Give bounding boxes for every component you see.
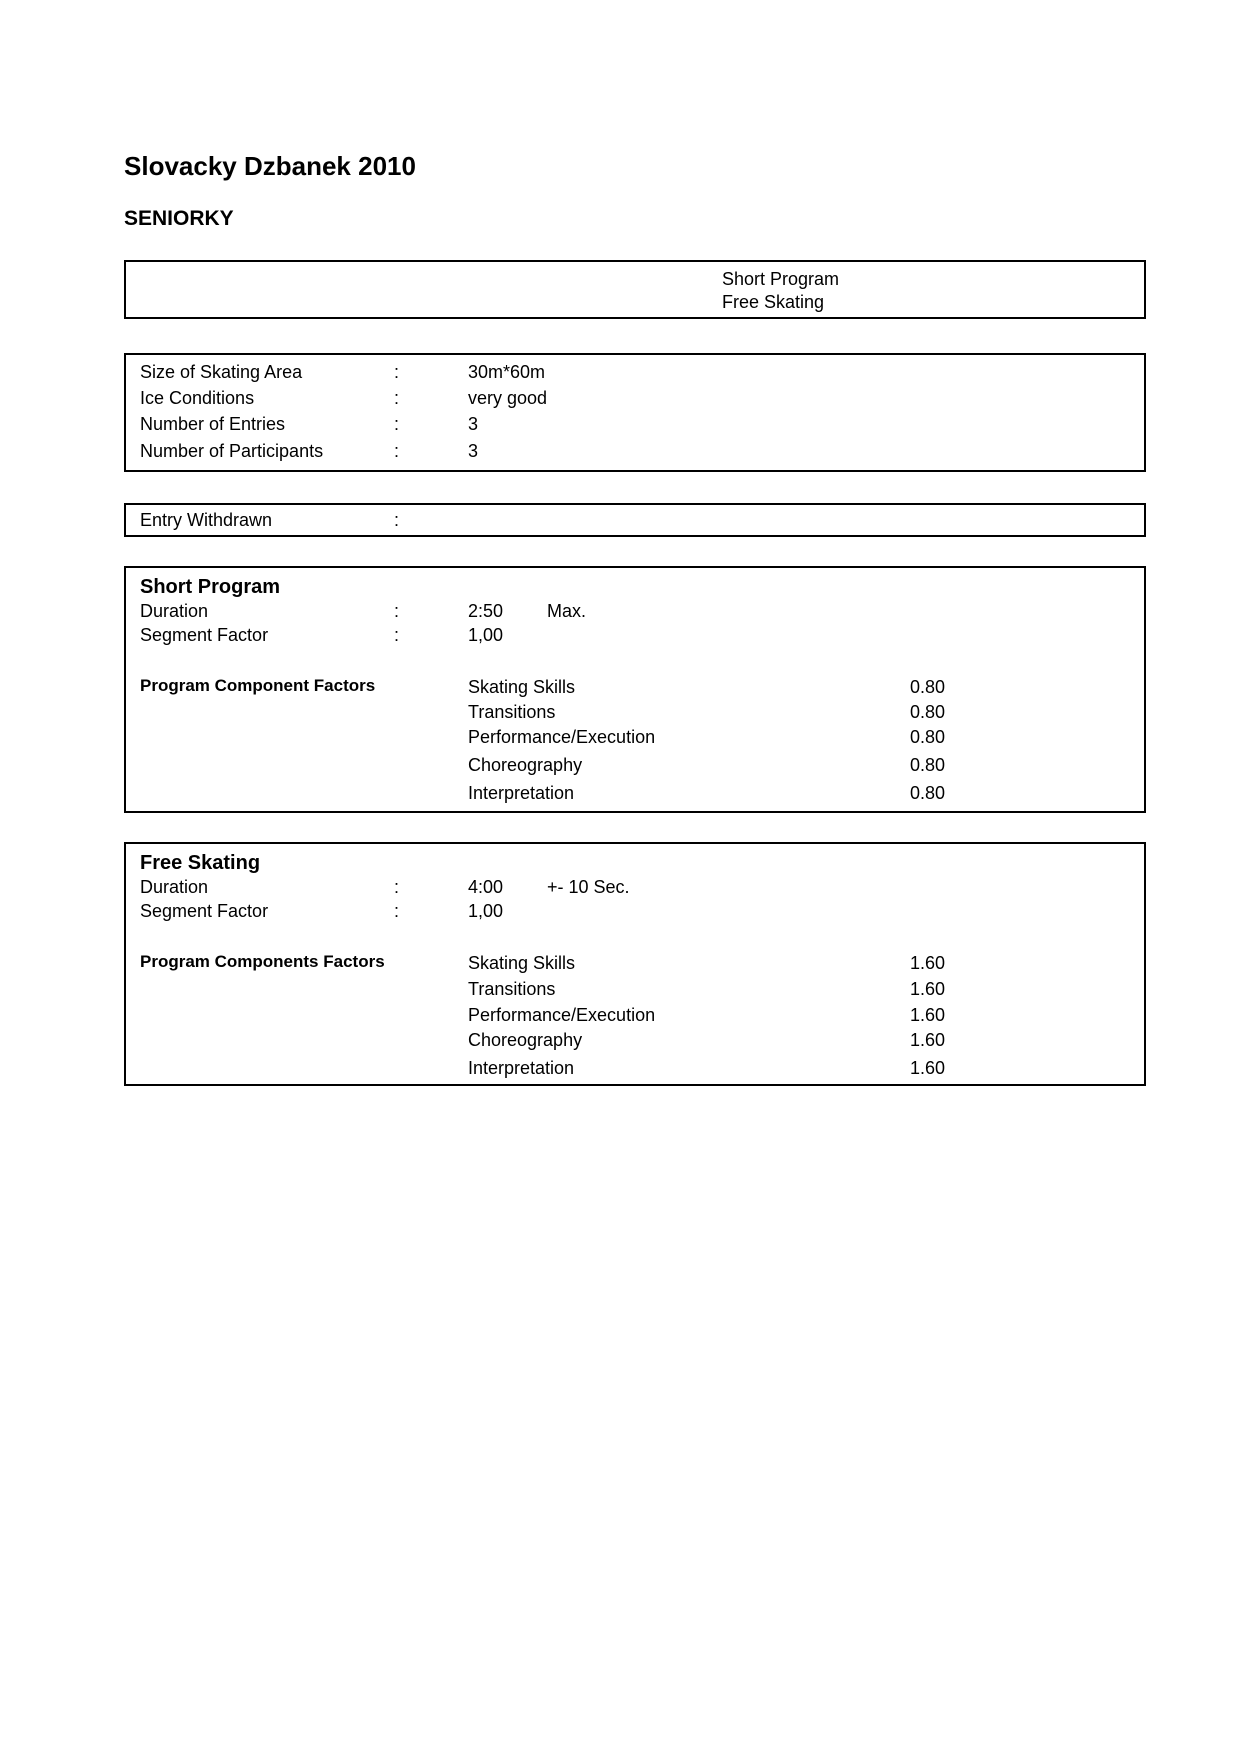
component-name: Transitions [468,979,556,999]
component-factor: 1.60 [910,1005,946,1025]
info-value: 30m*60m [468,362,546,382]
duration-note: Max. [547,601,587,621]
component-name: Choreography [468,755,583,775]
info-value: 3 [468,414,479,434]
info-separator: : [394,362,400,382]
segment-factor-label: Segment Factor [140,901,269,921]
component-name: Performance/Execution [468,1005,656,1025]
duration-value: 4:00 [468,877,504,897]
segment-free-skating: Free Skating [722,292,825,312]
free-skating-box [124,842,1146,1086]
component-name: Skating Skills [468,677,576,697]
segment-factor-value: 1,00 [468,901,504,921]
info-label: Number of Participants [140,441,324,461]
duration-note: +- 10 Sec. [547,877,630,897]
withdrawn-box [124,503,1146,537]
duration-label: Duration [140,877,209,897]
component-factor: 1.60 [910,979,946,999]
info-separator: : [394,441,400,461]
document-title: Slovacky Dzbanek 2010 [124,151,416,181]
duration-label: Duration [140,601,209,621]
info-separator: : [394,388,400,408]
component-factor: 1.60 [910,953,946,973]
segments-box [124,260,1146,319]
duration-separator: : [394,877,400,897]
segment-factor-value: 1,00 [468,625,504,645]
component-name: Interpretation [468,1058,575,1078]
duration-value: 2:50 [468,601,504,621]
component-name: Performance/Execution [468,727,656,747]
short-program-heading: Short Program [140,576,281,598]
segment-short-program: Short Program [722,269,840,289]
segment-factor-label: Segment Factor [140,625,269,645]
component-factor: 0.80 [910,702,946,722]
component-name: Transitions [468,702,556,722]
info-label: Ice Conditions [140,388,255,408]
component-factor: 1.60 [910,1030,946,1050]
venue-info-box [124,353,1146,472]
component-factor: 0.80 [910,755,946,775]
category-heading: SENIORKY [124,207,234,230]
segment-factor-separator: : [394,901,400,921]
info-value: 3 [468,441,479,461]
components-label: Program Component Factors [140,676,376,695]
info-label: Number of Entries [140,414,286,434]
segment-factor-separator: : [394,625,400,645]
info-separator: : [394,414,400,434]
short-program-box [124,566,1146,813]
withdrawn-separator: : [394,510,400,530]
component-factor: 1.60 [910,1058,946,1078]
free-skating-heading: Free Skating [140,852,261,874]
component-factor: 0.80 [910,783,946,803]
component-factor: 0.80 [910,727,946,747]
info-label: Size of Skating Area [140,362,303,382]
component-name: Choreography [468,1030,583,1050]
component-name: Skating Skills [468,953,576,973]
duration-separator: : [394,601,400,621]
components-label: Program Components Factors [140,952,385,971]
component-factor: 0.80 [910,677,946,697]
component-name: Interpretation [468,783,575,803]
info-value: very good [468,388,548,408]
withdrawn-label: Entry Withdrawn [140,510,273,530]
